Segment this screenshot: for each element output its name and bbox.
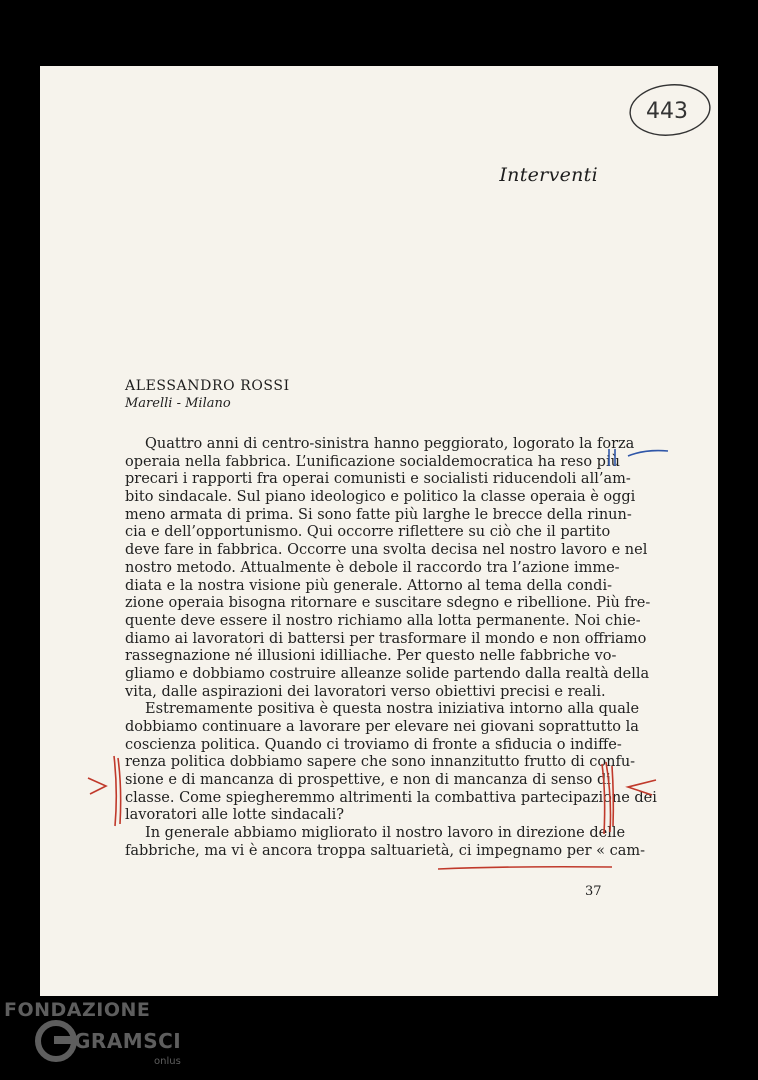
logo-line-2: GRAMSCI bbox=[74, 1029, 182, 1053]
body-line: lavoratori alle lotte sindacali? bbox=[125, 807, 344, 824]
logo-line-1: FONDAZIONE bbox=[4, 999, 151, 1021]
section-header: Interventi bbox=[499, 164, 598, 186]
body-line: In generale abbiamo migliorato il nostro lavoro in direzione delle bbox=[145, 825, 626, 842]
body-line: rassegnazione né illusioni idilliache. Per questo nelle fabbriche vo- bbox=[125, 648, 617, 665]
body-line: coscienza politica. Quando ci troviamo di fronte a sfiducia o indiffe- bbox=[125, 736, 622, 753]
body-line: zione operaia bisogna ritornare e suscitare sdegno e ribellione. Più fre- bbox=[125, 595, 651, 612]
fondazione-gramsci-logo bbox=[4, 996, 188, 1072]
body-line: operaia nella fabbrica. L’unificazione socialdemocratica ha reso più bbox=[125, 453, 620, 470]
logo-line-3: onlus bbox=[154, 1056, 181, 1067]
body-line: Quattro anni di centro-sinistra hanno peggiorato, logorato la forza bbox=[145, 436, 635, 452]
handwritten-page-number bbox=[628, 82, 712, 138]
body-line: dobbiamo continuare a lavorare per elevare nei giovani soprattutto la bbox=[125, 719, 639, 735]
body-line: precari i rapporti fra operai comunisti e socialisti riducendoli all’am- bbox=[125, 471, 631, 488]
author-name: ALESSANDRO ROSSI bbox=[125, 378, 290, 394]
document-page bbox=[40, 66, 718, 996]
body-line: classe. Come spiegheremmo altrimenti la combattiva partecipazione dei bbox=[125, 789, 657, 806]
body-line: bito sindacale. Sul piano ideologico e politico la classe operaia è oggi bbox=[125, 489, 636, 506]
body-line: vita, dalle aspirazioni dei lavoratori verso obiettivi precisi e reali. bbox=[125, 683, 606, 700]
author-affiliation: Marelli - Milano bbox=[125, 396, 231, 411]
body-line: cia e dell’opportunismo. Qui occorre riflettere su ciò che il partito bbox=[125, 524, 611, 541]
body-line: gliamo e dobbiamo costruire alleanze solide partendo dalla realtà della bbox=[125, 665, 650, 682]
body-line: diata e la nostra visione più generale. Attorno al tema della condi- bbox=[125, 577, 612, 594]
body-line: sione e di mancanza di prospettive, e non di mancanza di senso di bbox=[125, 772, 611, 789]
body-line: renza politica dobbiamo sapere che sono innanzitutto frutto di confu- bbox=[125, 754, 636, 771]
page-number: 37 bbox=[585, 884, 602, 899]
body-line: Estremamente positiva è questa nostra iniziativa intorno alla quale bbox=[145, 701, 640, 718]
body-line: deve fare in fabbrica. Occorre una svolta decisa nel nostro lavoro e nel bbox=[125, 542, 648, 559]
body-line: diamo ai lavoratori di battersi per trasformare il mondo e non offriamo bbox=[125, 630, 647, 647]
body-line: nostro metodo. Attualmente è debole il raccordo tra l’azione imme- bbox=[125, 559, 620, 576]
handwritten-number-text: 443 bbox=[646, 99, 688, 124]
body-line: fabbriche, ma vi è ancora troppa saltuarietà, ci impegnamo per « cam- bbox=[125, 842, 646, 859]
author-block bbox=[125, 378, 290, 411]
article-body bbox=[125, 436, 657, 861]
body-line: quente deve essere il nostro richiamo alla lotta permanente. Noi chie- bbox=[125, 612, 641, 629]
body-line: meno armata di prima. Si sono fatte più larghe le brecce della rinun- bbox=[125, 506, 632, 523]
